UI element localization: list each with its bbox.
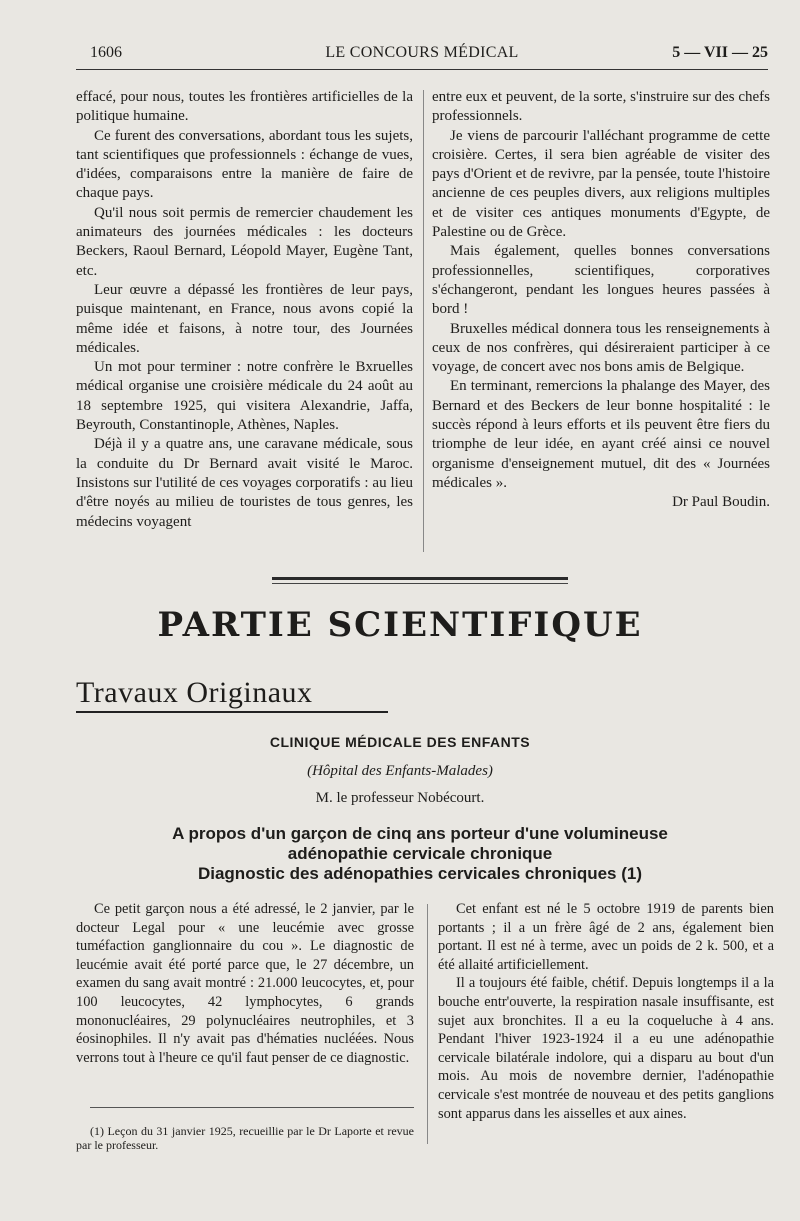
top-left-column	[76, 88, 413, 532]
article-title-line: A propos d'un garçon de cinq ans porteur d'une volumineuse	[172, 824, 668, 843]
author-line: M. le professeur Nobécourt.	[315, 790, 485, 806]
clinic-heading: CLINIQUE MÉDICALE DES ENFANTS	[269, 734, 531, 750]
paragraph: effacé, pour nous, toutes les frontières artificielles de la politique humaine.	[76, 89, 413, 125]
bottom-left-column	[76, 900, 414, 1067]
page-header	[76, 44, 768, 66]
section-heading: PARTIE SCIENTIFIQUE	[157, 605, 643, 645]
footnote	[76, 1124, 414, 1152]
column-separator	[427, 904, 428, 1144]
rubric-heading: Travaux Originaux	[76, 676, 313, 709]
journal-title: LE CONCOURS MÉDICAL	[325, 44, 519, 61]
paragraph: Un mot pour terminer : notre confrère le Bxruelles médical organise une croisière médicale du 24 août au 18 septembre 1925, qui visitera Alexandrie, Jaffa, Beyrouth, Constantinople, Athènes, Naples.	[76, 359, 413, 434]
paragraph: En terminant, remercions la phalange des Mayer, des Bernard et des Beckers de leur bonne hospitalité : le succès répond à leurs efforts et ils peuvent être fiers du triomphe de leur idée, en ayant créé ainsi ce nouvel organisme d'enseignement mutuel, dit des « Journées médicales ».	[432, 378, 770, 491]
page-number: 1606	[90, 44, 122, 61]
paragraph: Qu'il nous soit permis de remercier chaudement les animateurs des journées médicales : les docteurs Beckers, Raoul Bernard, Léopold Mayer, Eugène Tant, etc.	[76, 204, 413, 279]
paragraph: Bruxelles médical donnera tous les renseignements à ceux de nos confrères, qui désireraient participer à ce voyage, de concert avec nos bons amis de Belgique.	[432, 320, 770, 376]
hospital-name: (Hôpital des Enfants-Malades)	[307, 763, 493, 779]
paragraph: Je viens de parcourir l'alléchant programme de cette croisière. Certes, il sera bien agréable de visiter des pays d'Orient et de revivre, par la pensée, toute l'histoire ancienne de ces peuples divers, aux religions multiples et de visiter ces antiques monuments d'Egypte, de Palestine ou de Grèce.	[432, 127, 770, 241]
column-separator	[423, 90, 424, 552]
paragraph: Ce furent des conversations, abordant tous les sujets, tant scientifiques que professionnels : échange de vues, d'idées, comparaisons entre la manière de faire de chaque pays.	[76, 127, 413, 202]
article-title-line: adénopathie cervicale chronique	[287, 844, 553, 863]
paragraph: Ce petit garçon nous a été adressé, le 2 janvier, par le docteur Legal pour « une leucémie avec grosse tuméfaction ganglionnaire du cou ». Le diagnostic de leucémie avait été porté parce que, le 27 décembre, un examen du sang avait montré : 21.000 leucocytes, et, pour 100 leucocytes, 42 lymphocytes, 6 grands mononucléaires, 29 polynucléaires neutrophiles, et 3 éosinophiles. Il n'y avait pas d'hématies nucléées. Nous verrons tout à l'heure ce qu'il faut penser de ce diagnostic.	[76, 901, 414, 1066]
footnote-text: (1) Leçon du 31 janvier 1925, recueillie par le Dr Laporte et revue par le professeur.	[76, 1124, 414, 1152]
section-rule	[272, 577, 568, 580]
footnote-rule	[90, 1107, 414, 1108]
paragraph: Leur œuvre a dépassé les frontières de leur pays, puisque maintenant, en France, nous avons copié la même idée et faisons, à notre tour, des Journées médicales.	[76, 281, 413, 356]
bottom-right-column	[438, 900, 774, 1123]
paragraph: Cet enfant est né le 5 octobre 1919 de parents bien portants ; il a un frère âgé de 2 ans, également bien portant. Il est né à terme, avec un poids de 2 k. 500, et a été allaité artificiellement.	[438, 901, 774, 973]
rubric-underline	[76, 711, 388, 713]
top-right-column	[432, 88, 770, 513]
header-rule	[76, 69, 768, 70]
article-title	[100, 824, 740, 884]
article-title-line: Diagnostic des adénopathies cervicales chroniques (1)	[197, 864, 643, 883]
signature: Dr Paul Boudin.	[672, 494, 770, 511]
issue-date: 5 — VII — 25	[672, 44, 768, 61]
paragraph: Mais également, quelles bonnes conversations professionnelles, scientifiques, corporatives s'échangeront, pendant les longues heures passées à bord !	[432, 243, 770, 318]
section-rule-thin	[272, 583, 568, 584]
paragraph: Déjà il y a quatre ans, une caravane médicale, sous la conduite du Dr Bernard avait visité le Maroc. Insistons sur l'utilité de ces voyages corporatifs : au lieu d'être noyés au milieu de touristes de tous genres, les médecins voyagent	[76, 436, 413, 530]
paragraph: entre eux et peuvent, de la sorte, s'instruire sur des chefs professionnels.	[432, 89, 770, 125]
paragraph: Il a toujours été faible, chétif. Depuis longtemps il a la bouche entr'ouverte, la respiration nasale insuffisante, est sujet aux bronchites. Il a eu la coqueluche à 4 ans. Pendant l'hiver 1923-1924 il a eu une adénopathie cervicale bilatérale indolore, qui a disparu au bout d'un mois. Au mois de novembre dernier, l'adénopathie cervicale s'est montrée de nouveau et des petits ganglions sont apparus dans les aisselles et aux aines.	[438, 975, 774, 1122]
